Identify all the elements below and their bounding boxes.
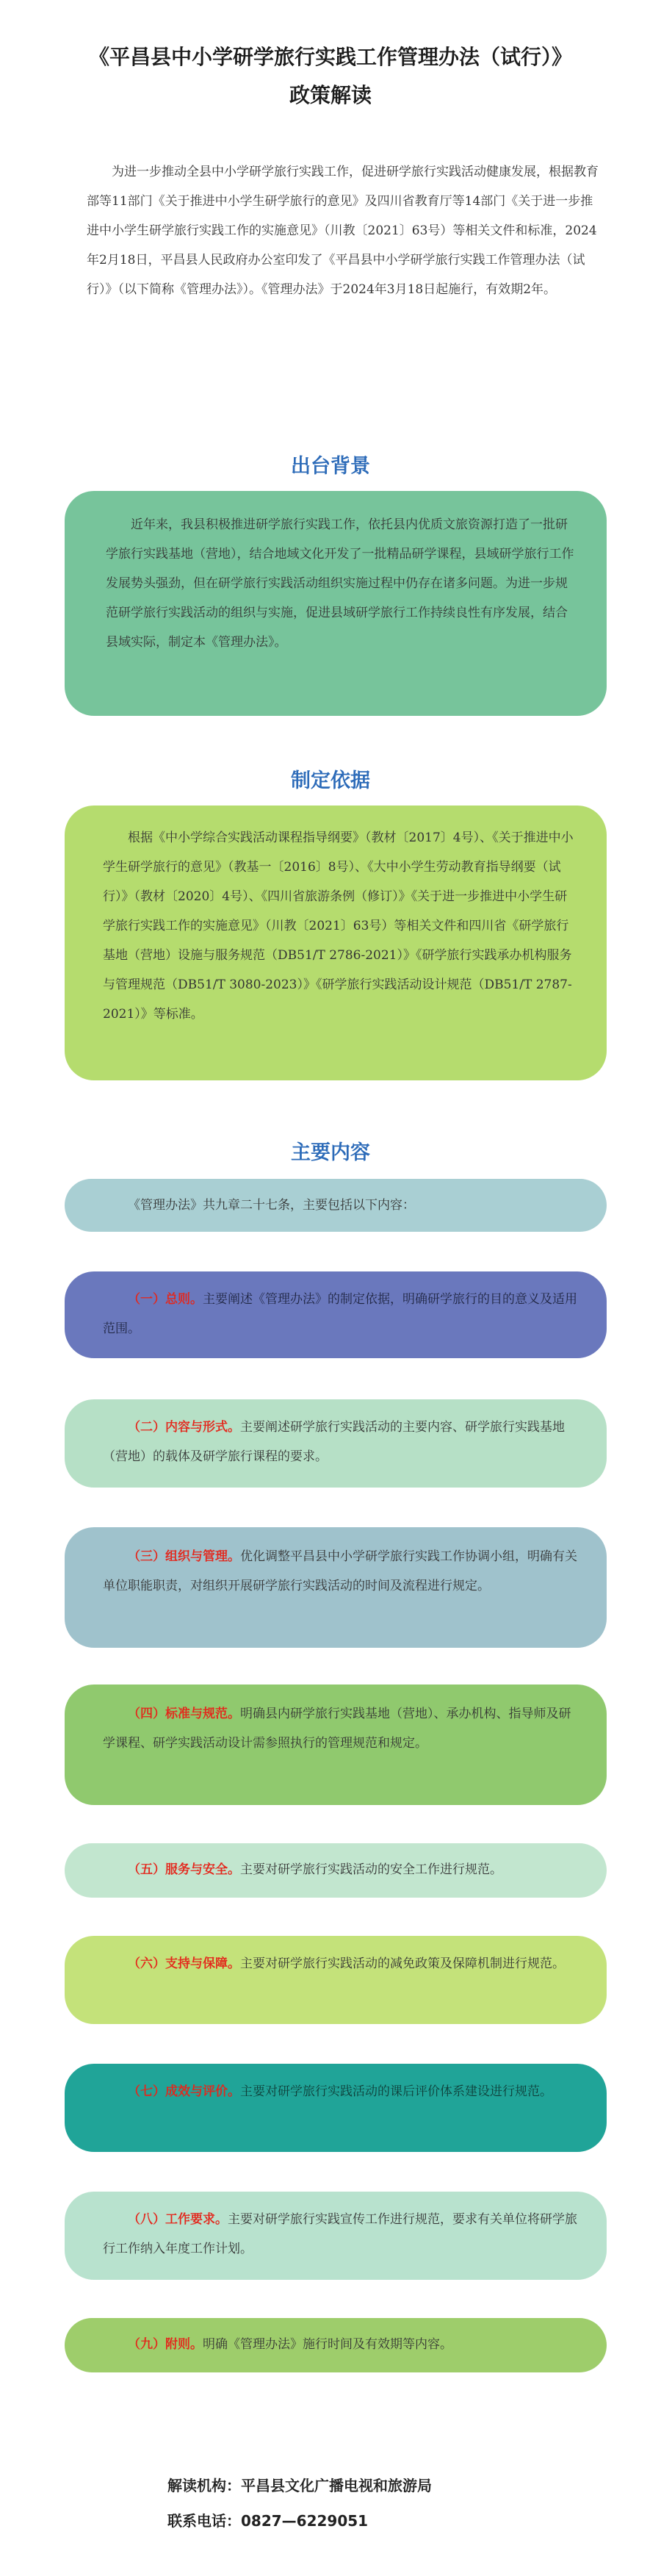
intro-paragraph: 为进一步推动全县中小学研学旅行实践工作，促进研学旅行实践活动健康发展，根据教育部等11部门《关于推进中小学生研学旅行的意见》及四川省教育厅等14部门《关于进一步推进中小学生研学旅行实践工作的实施意见》（川教〔2021〕63号）等相关文件和标准，2024年2月18日，平昌县人民政府办公室印发了《平昌县中小学研学旅行实践工作管理办法（试行）》（以下简称《管理办法》）。《管理办法》于2024年3月18日起施行，有效期2年。 [87,165,599,297]
item-text: 主要对研学旅行实践宣传工作进行规范，要求有关单位将研学旅行工作纳入年度工作计划。 [103,2212,577,2256]
content-item-8 [65,2192,607,2280]
background-heading: 出台背景 [291,455,370,478]
footer [167,2468,432,2539]
item-title: （二）内容与形式。 [128,1420,240,1435]
background-text: 近年来，我县积极推进研学旅行实践工作，依托县内优质文旅资源打造了一批研学旅行实践基地（营地），结合地域文化开发了一批精品研学课程，县域研学旅行工作发展势头强劲，但在研学旅行实践活动组织实施过程中仍存在诸多问题。为进一步规范研学旅行实践活动的组织与实施，促进县域研学旅行工作持续良性有序发展，结合县域实际，制定本《管理办法》。 [106,517,574,650]
item-title: （三）组织与管理。 [128,1549,240,1564]
item-text: 优化调整平昌县中小学研学旅行实践工作协调小组，明确有关单位职能职责，对组织开展研学旅行实践活动的时间及流程进行规定。 [103,1549,577,1593]
document-title-line1: 《平昌县中小学研学旅行实践工作管理办法（试行）》 [88,45,572,69]
item-text: 明确《管理办法》施行时间及有效期等内容。 [203,2337,452,2352]
document-title-line2: 政策解读 [289,83,372,107]
basis-panel [65,806,607,1080]
background-panel [65,491,607,716]
basis-text: 根据《中小学综合实践活动课程指导纲要》（教材〔2017〕4号）、《关于推进中小学生研学旅行的意见》（教基一〔2016〕8号）、《大中小学生劳动教育指导纲要（试行）》（教材〔2020〕4号）、《四川省旅游条例（修订）》《关于进一步推进中小学生研学旅行实践工作的实施意见》（川教〔2021〕63号）等相关文件和四川省《研学旅行基地（营地）设施与服务规范（DB51/T 2786-2021）》《研学旅行实践承办机构服务与管理规范（DB51/T 3080-2023）》《研学旅行实践活动设计规范（DB51/T 2787-2021）》等标准。 [103,830,574,1022]
item-text: 主要对研学旅行实践活动的安全工作进行规范。 [240,1862,502,1877]
item-text: 主要阐述研学旅行实践活动的主要内容、研学旅行实践基地（营地）的载体及研学旅行课程的要求。 [103,1420,565,1464]
document-title [44,38,617,115]
item-title: （五）服务与安全。 [128,1862,240,1877]
item-title: （九）附则。 [128,2337,203,2352]
footer-phone: 联系电话：0827—6229051 [167,2512,369,2530]
content-heading: 主要内容 [291,1141,370,1164]
item-title: （七）成效与评价。 [128,2084,240,2099]
content-item-5 [65,1843,607,1898]
content-summary-panel [65,1179,607,1232]
content-item-2 [65,1399,607,1488]
content-item-1 [65,1271,607,1358]
item-text: 主要阐述《管理办法》的制定依据，明确研学旅行的目的意义及适用范围。 [103,1292,577,1336]
item-title: （八）工作要求。 [128,2212,228,2227]
basis-heading: 制定依据 [291,769,370,792]
content-item-9 [65,2318,607,2372]
item-text: 明确县内研学旅行实践基地（营地）、承办机构、指导师及研学课程、研学实践活动设计需参照执行的管理规范和规定。 [103,1707,571,1751]
item-title: （一）总则。 [128,1292,203,1307]
content-item-6 [65,1936,607,2024]
content-item-3 [65,1527,607,1648]
footer-agency: 解读机构：平昌县文化广播电视和旅游局 [167,2477,432,2494]
content-item-4 [65,1685,607,1805]
item-text: 主要对研学旅行实践活动的课后评价体系建设进行规范。 [240,2084,552,2099]
item-title: （六）支持与保障。 [128,1956,240,1971]
item-title: （四）标准与规范。 [128,1707,240,1721]
content-item-7 [65,2064,607,2152]
content-summary: 《管理办法》共九章二十七条，主要包括以下内容： [128,1198,415,1213]
item-text: 主要对研学旅行实践活动的减免政策及保障机制进行规范。 [240,1956,565,1971]
